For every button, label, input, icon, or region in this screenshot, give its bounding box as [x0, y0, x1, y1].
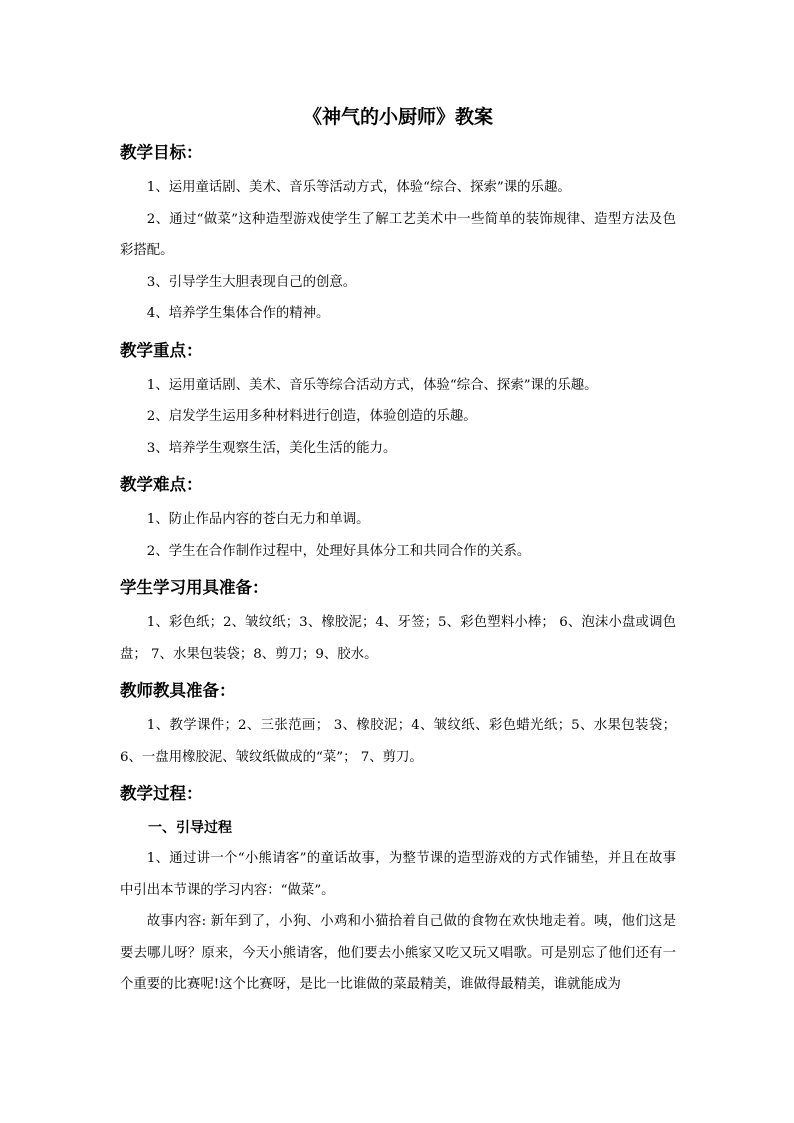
section-heading: 教学过程： [120, 784, 203, 803]
section-teaching-focus [120, 338, 676, 465]
list-item: 故事内容: 新年到了，小狗、小鸡和小猫拾着自己做的食物在欢快地走着。咦，他们这是要去哪儿呀？原来，今天小熊请客，他们要去小熊家又吃又玩又唱歌。可是别忘了他们还有一个重要的比赛呢!这个比赛呀，是比一比谁做的菜最精美，谁做得最精美，谁就能成为 [120, 914, 676, 992]
list-item: 3、引导学生大胆表现自己的创意。 [146, 274, 357, 290]
section-student-materials [120, 575, 676, 670]
subsection-heading: 一、引导过程 [148, 820, 232, 836]
list-item: 1、教学课件；2、三张范画； 3、橡胶泥；4、皱纹纸、彩色蜡光纸；5、水果包装袋；6、一盘用橡胶泥、皱纹纸做成的“菜”； 7、剪刀。 [120, 718, 676, 765]
list-item: 1、通过讲一个“小熊请客”的童话故事，为整节课的造型游戏的方式作铺垫，并且在故事中引出本节课的学习内容：“做菜”。 [120, 851, 676, 898]
list-item: 3、培养学生观察生活，美化生活的能力。 [146, 440, 397, 456]
list-item: 4、培养学生集体合作的精神。 [146, 306, 330, 321]
page-title: 《神气的小厨师》教案 [302, 106, 493, 128]
lesson-plan [120, 102, 676, 1001]
list-item: 2、启发学生运用多种材料进行创造，体验创造的乐趣。 [146, 409, 477, 424]
section-heading: 学生学习用具准备： [120, 578, 269, 597]
list-item: 2、学生在合作制作过程中，处理好具体分工和共同合作的关系。 [146, 543, 531, 559]
list-item: 1、运用童话剧、美术、音乐等活动方式，体验“综合、探索”课的乐趣。 [146, 180, 571, 195]
list-item: 1、彩色纸；2、皱纹纸；3、橡胶泥；4、牙签；5、彩色塑料小棒； 6、泡沫小盘或调色盘； 7、水果包装袋；8、剪刀；9、胶水。 [120, 615, 676, 662]
section-teaching-process [120, 781, 676, 1001]
section-heading: 教学重点： [120, 340, 203, 360]
section-heading: 教学难点： [120, 475, 203, 494]
section-teaching-difficulties [120, 472, 676, 567]
section-heading: 教师教具准备： [120, 681, 236, 700]
section-teacher-materials [120, 678, 676, 773]
section-teaching-goals [120, 140, 676, 330]
list-item: 2、通过“做菜”这种造型游戏使学生了解工艺美术中一些简单的装饰规律、造型方法及色彩搭配。 [120, 211, 676, 258]
section-heading: 教学目标： [120, 143, 203, 162]
list-item: 1、防止作品内容的苍白无力和单调。 [146, 512, 370, 527]
list-item: 1、运用童话剧、美术、音乐等综合活动方式，体验“综合、探索”课的乐趣。 [146, 377, 598, 393]
